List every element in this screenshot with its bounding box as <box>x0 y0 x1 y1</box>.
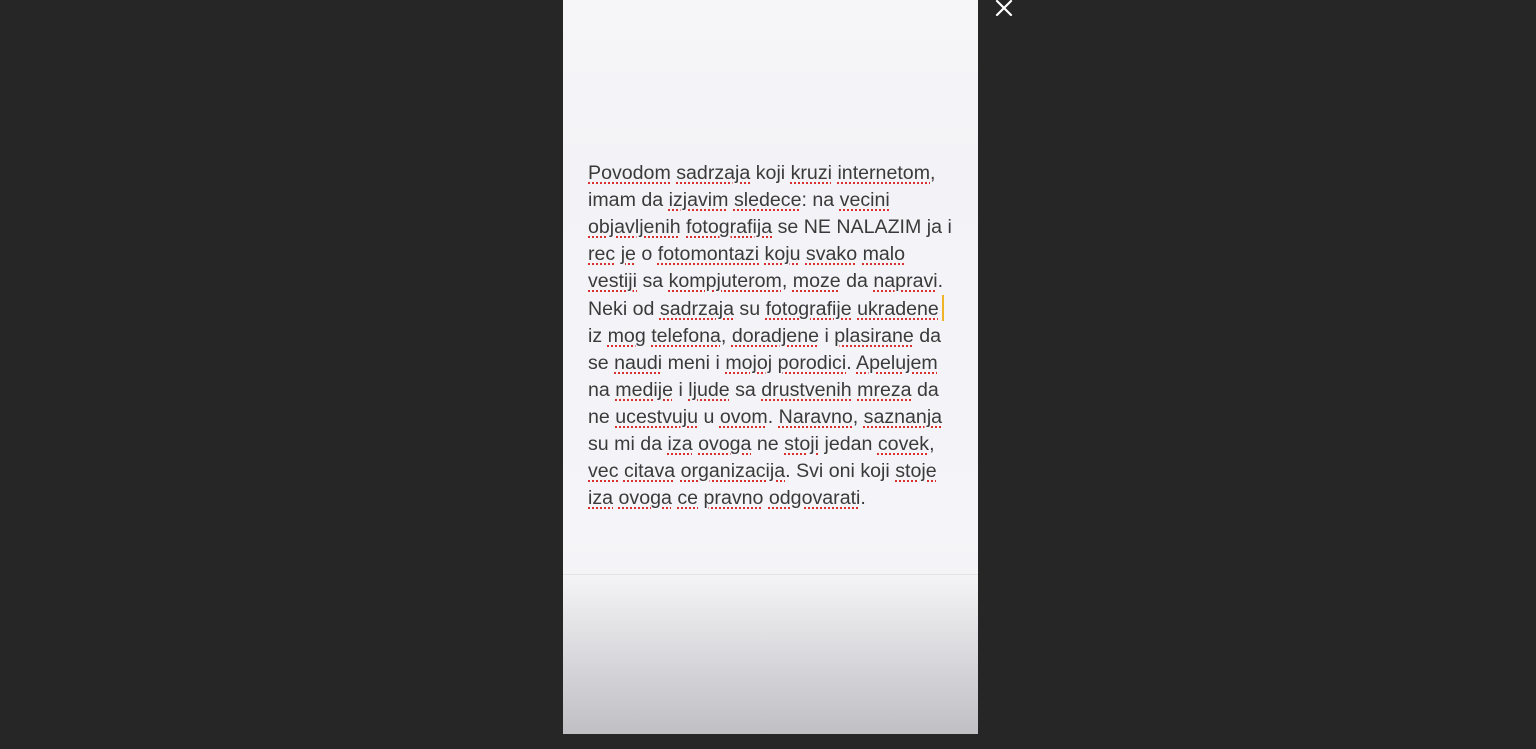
misspelled-word: pravno <box>703 487 764 509</box>
misspelled-word: sadrzaja <box>659 298 734 320</box>
misspelled-word: ovom <box>719 406 768 428</box>
misspelled-word: drustvenih <box>761 379 852 401</box>
statement-text <box>588 160 968 512</box>
misspelled-word: objavljenih <box>588 216 681 238</box>
misspelled-word: saznanja <box>863 406 943 428</box>
misspelled-word: sadrzaja <box>676 162 751 184</box>
misspelled-word: malo <box>862 243 906 265</box>
misspelled-word: ovoga <box>618 487 672 509</box>
misspelled-word: plasirane <box>834 325 914 347</box>
statement-line: se naudi meni i mojoj porodici. Apelujem <box>588 352 938 374</box>
misspelled-word: fotografije <box>765 298 852 320</box>
statement-line: su mi da iza ovoga ne stoji jedan covek, <box>588 433 935 455</box>
misspelled-word: covek <box>877 433 930 455</box>
statement-line: iz mog telefona, doradjene i plasirane da <box>588 325 942 347</box>
misspelled-word: napravi <box>873 270 938 292</box>
misspelled-word: Povodom <box>588 162 671 184</box>
statement-line: ne ucestvuju u ovom. Naravno, saznanja <box>588 406 943 428</box>
misspelled-word: rec <box>588 243 616 265</box>
misspelled-word: fotomontazi <box>657 243 760 265</box>
misspelled-word: mreza <box>857 379 912 401</box>
misspelled-word: odgovarati <box>768 487 861 509</box>
misspelled-word: medije <box>615 379 673 401</box>
statement-line: iza ovoga ce pravno odgovarati. <box>588 487 866 509</box>
misspelled-word: vestiji <box>588 270 637 292</box>
statement-line: na medije i ljude sa drustvenih mreza da <box>588 379 939 401</box>
misspelled-word: organizacija <box>680 460 786 482</box>
misspelled-word: kruzi <box>790 162 832 184</box>
misspelled-word: iza <box>667 433 693 455</box>
misspelled-word: Naravno <box>778 406 853 428</box>
statement-line: rec je o fotomontazi koju svako malo <box>588 243 906 265</box>
misspelled-word: naudi <box>614 352 663 374</box>
misspelled-word: je <box>620 243 636 265</box>
misspelled-word: doradjene <box>731 325 819 347</box>
misspelled-word: ce <box>677 487 699 509</box>
misspelled-word: fotografija <box>686 216 773 238</box>
misspelled-word: citava <box>623 460 676 482</box>
misspelled-word: izjavim <box>668 189 729 211</box>
statement-line: vec citava organizacija. Svi oni koji stoje <box>588 460 937 482</box>
misspelled-word: ukradene <box>857 298 939 320</box>
misspelled-word: kompjuterom <box>668 270 782 292</box>
misspelled-word: vecini <box>839 189 890 211</box>
statement-line: vestiji sa kompjuterom, moze da napravi. <box>588 270 944 292</box>
misspelled-word: vec <box>588 460 619 482</box>
misspelled-word: porodici <box>777 352 847 374</box>
misspelled-word: sledece <box>733 189 802 211</box>
story-image <box>563 0 978 734</box>
divider <box>563 574 978 575</box>
text-caret <box>942 295 944 321</box>
close-button[interactable] <box>990 0 1018 22</box>
misspelled-word: stoji <box>784 433 820 455</box>
misspelled-word: iza <box>588 487 614 509</box>
misspelled-word: mojoj <box>725 352 773 374</box>
misspelled-word: stoje <box>895 460 937 482</box>
statement-line: imam da izjavim sledece: na vecini <box>588 189 890 211</box>
misspelled-word: ovoga <box>698 433 752 455</box>
misspelled-word: mog <box>607 325 646 347</box>
misspelled-word: ucestvuju <box>615 406 699 428</box>
misspelled-word: moze <box>792 270 841 292</box>
statement-line: objavljenih fotografija se NE NALAZIM ja i <box>588 216 952 238</box>
statement-line: Povodom sadrzaja koji kruzi internetom, <box>588 162 936 184</box>
misspelled-word: Apelujem <box>856 352 938 374</box>
misspelled-word: ljude <box>688 379 730 401</box>
misspelled-word: svako <box>805 243 858 265</box>
statement-line: Neki od sadrzaja su fotografije ukradene <box>588 295 968 323</box>
misspelled-word: koju <box>764 243 801 265</box>
misspelled-word: telefona <box>651 325 721 347</box>
close-icon <box>990 0 1018 22</box>
misspelled-word: internetom <box>837 162 931 184</box>
